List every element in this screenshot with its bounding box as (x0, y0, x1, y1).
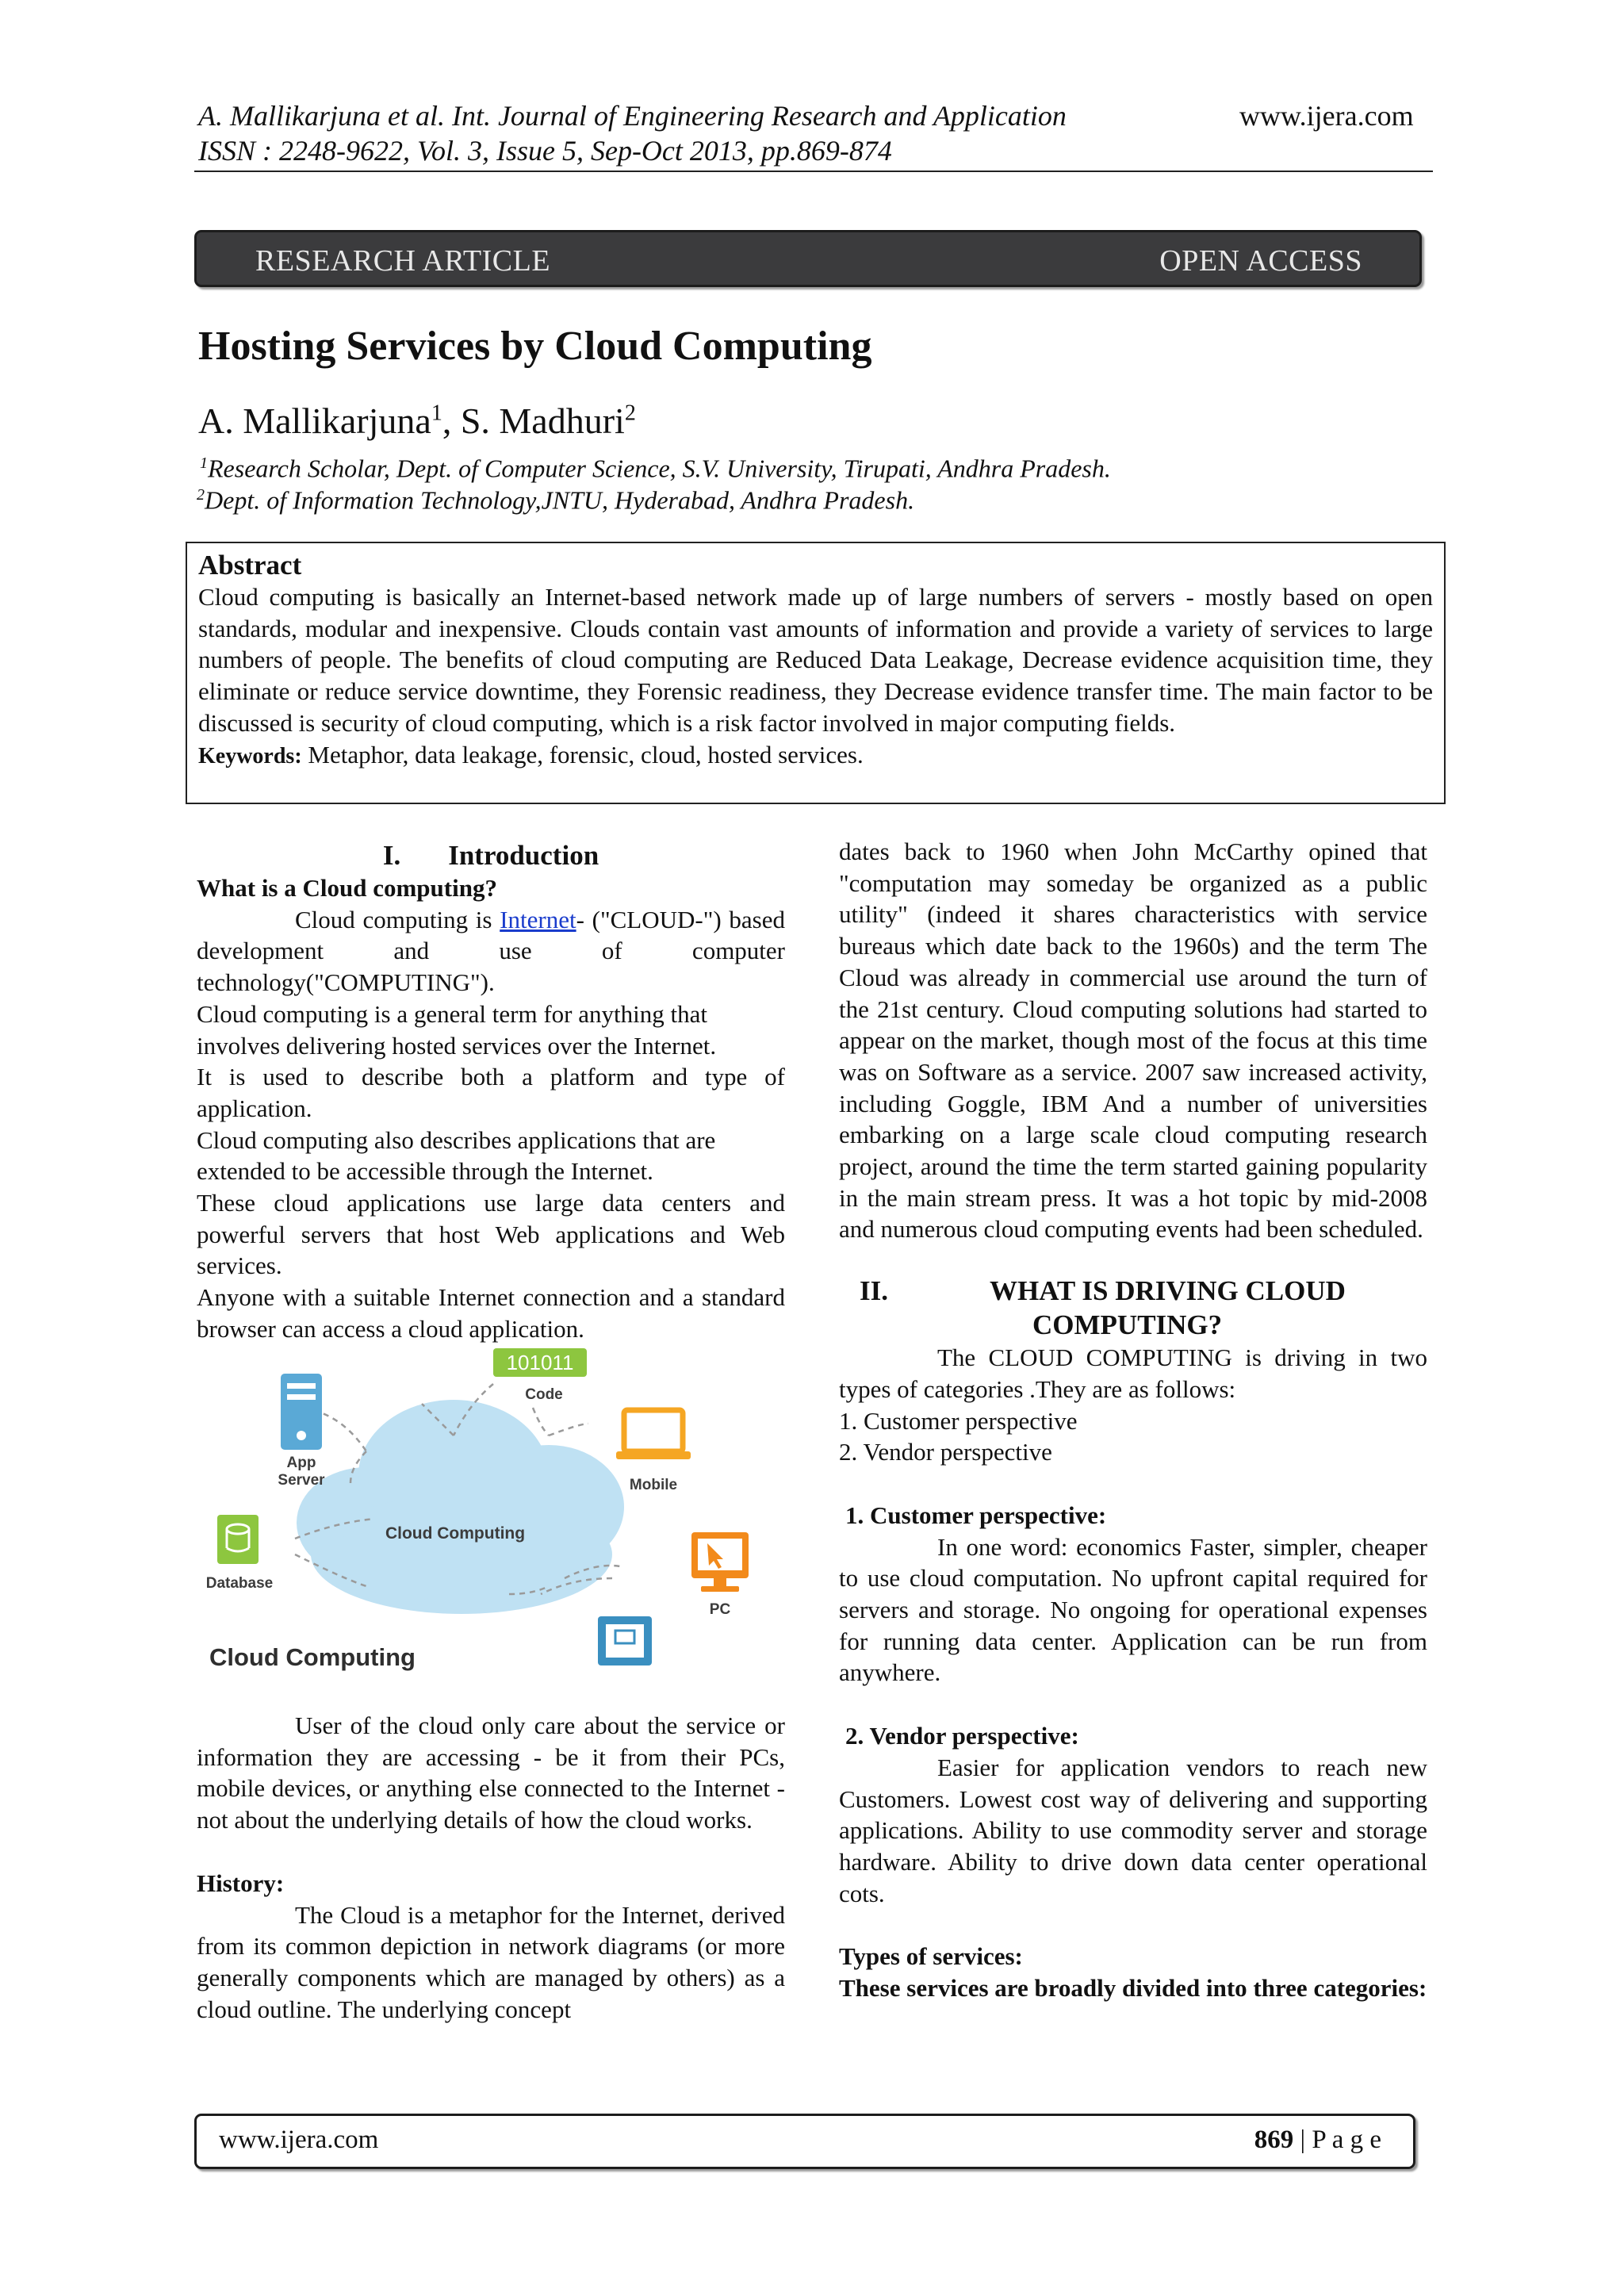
customer-perspective-text: In one word: economics Faster, simpler, cheaper to use cloud computation. No upfront capital required for servers and storage. No ongoing for operational expenses for running data center. Application can be run from anywhere. (839, 1532, 1427, 1687)
abstract-text: Cloud computing is basically an Internet-based network made up of large numbers of servers - mostly based on open standards, modular and inexpensive. Clouds contain vast amounts of information and provide a variety of services to large numbers of people. The benefits of cloud computing are Reduced Data Leakage, Decrease evidence acquisition time, they eliminate or reduce service downtime, they Forensic readiness, they Decrease evidence transfer time. The main factor to be discussed is security of cloud computing, which is a risk factor involved in major computing fields. (198, 583, 1433, 737)
footer-page (1254, 2125, 1381, 2155)
intro-paragraph-6: Anyone with a suitable Internet connection and a standard browser can access a cloud application. (197, 1283, 785, 1343)
abstract-box (186, 542, 1446, 804)
figure-caption: Cloud Computing (209, 1643, 416, 1671)
affiliation-2 (197, 479, 914, 516)
what-is-cloud-heading: What is a Cloud computing? (197, 874, 497, 902)
history-heading: History: (197, 1869, 285, 1897)
author-2: S. Madhuri (460, 401, 625, 441)
paper-title: Hosting Services by Cloud Computing (198, 324, 872, 369)
header-rule (194, 171, 1433, 172)
section-1-title: Introduction (448, 840, 599, 871)
section-2-title-1: WHAT IS DRIVING CLOUD (990, 1275, 1346, 1307)
authors (198, 400, 636, 442)
keywords-label: Keywords: (198, 743, 302, 769)
section-1-heading (197, 839, 785, 872)
types-of-services-heading: Types of services: (839, 1942, 1023, 1971)
mobile-icon (616, 1410, 691, 1459)
right-column (839, 836, 1427, 2004)
article-type-banner (194, 230, 1422, 287)
pc-icon (691, 1532, 749, 1592)
section-1-number: I. (382, 840, 401, 871)
list-item-vendor: 2. Vendor perspective (839, 1438, 1052, 1466)
section-2-intro: The CLOUD COMPUTING is driving in two types of categories .They are as follows: (839, 1343, 1427, 1403)
section-2-title-2: COMPUTING? (1032, 1309, 1223, 1341)
left-column-upper (197, 839, 785, 1345)
customer-perspective-heading: 1. Customer perspective: (845, 1501, 1107, 1529)
intro-paragraph-1 (197, 904, 785, 999)
app-server-icon (281, 1374, 322, 1450)
types-of-services-text: These services are broadly divided into three categories: (839, 1974, 1427, 2003)
affiliation-1-text: Research Scholar, Dept. of Computer Science, S.V. University, Tirupati, Andhra Pradesh. (208, 454, 1111, 483)
vendor-perspective-heading: 2. Vendor perspective: (845, 1722, 1079, 1750)
footer-website[interactable]: www.ijera.com (219, 2125, 379, 2154)
author-sep: , (442, 401, 461, 441)
device-icon (598, 1616, 652, 1665)
abstract-heading: Abstract (198, 550, 302, 581)
intro-paragraph-2: Cloud computing is a general term for anything that involves delivering hosted services over the Internet. (197, 999, 717, 1060)
code-label: Code (525, 1386, 563, 1403)
pc-label: PC (709, 1601, 731, 1618)
journal-line: A. Mallikarjuna et al. Int. Journal of Engineering Research and Application (198, 100, 1067, 132)
cloud-computing-figure (200, 1348, 791, 1689)
list-item-customer: 1. Customer perspective (839, 1406, 1078, 1435)
page-footer (194, 2114, 1415, 2169)
history-paragraph: The Cloud is a metaphor for the Internet, derived from its common depiction in network diagrams (or more generally components which are managed by others) as a cloud outline. The underlying concept (197, 1900, 785, 2023)
author-1: A. Mallikarjuna (198, 401, 431, 441)
section-2-heading (839, 1274, 1427, 1342)
page-number: 869 (1254, 2125, 1294, 2154)
vendor-perspective-text: Easier for application vendors to reach new Customers. Lowest cost way of delivering and supporting applications. Ability to use commodity server and storage hardware. Ability to drive down data center operational cots. (839, 1753, 1427, 1907)
affiliation-2-text: Dept. of Information Technology,JNTU, Hyderabad, Andhra Pradesh. (205, 485, 915, 515)
intro-p1-a: Cloud computing is (295, 905, 500, 933)
internet-link[interactable]: Internet (500, 905, 576, 933)
cloud-user-paragraph: User of the cloud only care about the service or information they are accessing - be it from their PCs, mobile devices, or anything else connected to the Internet - not about the underlying details of how the cloud works. (197, 1711, 785, 1834)
database-icon (217, 1515, 259, 1564)
keywords-text: Metaphor, data leakage, forensic, cloud, hosted services. (301, 740, 864, 769)
left-column-lower (197, 1710, 785, 2025)
header-website[interactable]: www.ijera.com (1239, 100, 1414, 132)
open-access-label: OPEN ACCESS (1159, 244, 1362, 278)
affiliation-1-sup: 1 (200, 454, 208, 472)
code-badge-text: 101011 (506, 1351, 574, 1374)
cloud-shape (297, 1400, 624, 1614)
intro-paragraph-4: Cloud computing also describes applications that are extended to be accessible through the Internet. (197, 1125, 716, 1186)
author-1-sup: 1 (431, 401, 442, 426)
intro-paragraph-5: These cloud applications use large data centers and powerful servers that host Web applications and Web services. (197, 1189, 785, 1280)
page-label: | P a g e (1293, 2125, 1381, 2154)
app-server-label-1: App (286, 1455, 316, 1471)
app-server-label-2: Server (278, 1472, 325, 1489)
intro-p1-b: - ("CLOUD-") based development and use of computer technology("COMPUTING"). (197, 905, 785, 997)
section-2-number: II. (860, 1275, 888, 1307)
affiliation-2-sup: 2 (197, 486, 205, 504)
cloud-label: Cloud Computing (385, 1524, 526, 1543)
author-2-sup: 2 (624, 401, 636, 426)
history-continued: dates back to 1960 when John McCarthy opined that "computation may someday be organized as a public utility" (indeed it shares characteristics with service bureaus which date back to the 1960s) and the term The Cloud was already in commercial use around the turn of the 21st century. Cloud computing solutions had started to appear on the market, though most of the focus at this time was on Software as a service. 2007 saw increased activity, including Goggle, IBM And a number of universities embarking on a large scale cloud computing research project, around the time the term started gaining popularity in the main stream press. It was a hot topic by mid-2008 and numerous cloud computing events had been scheduled. (839, 838, 1427, 1244)
issn-line: ISSN : 2248-9622, Vol. 3, Issue 5, Sep-Oct 2013, pp.869-874 (198, 135, 892, 167)
research-article-label: RESEARCH ARTICLE (255, 244, 551, 278)
mobile-label: Mobile (629, 1477, 678, 1493)
keywords-line (198, 739, 1433, 772)
intro-paragraph-3: It is used to describe both a platform and type of application. (197, 1063, 785, 1122)
database-label: Database (205, 1575, 274, 1592)
